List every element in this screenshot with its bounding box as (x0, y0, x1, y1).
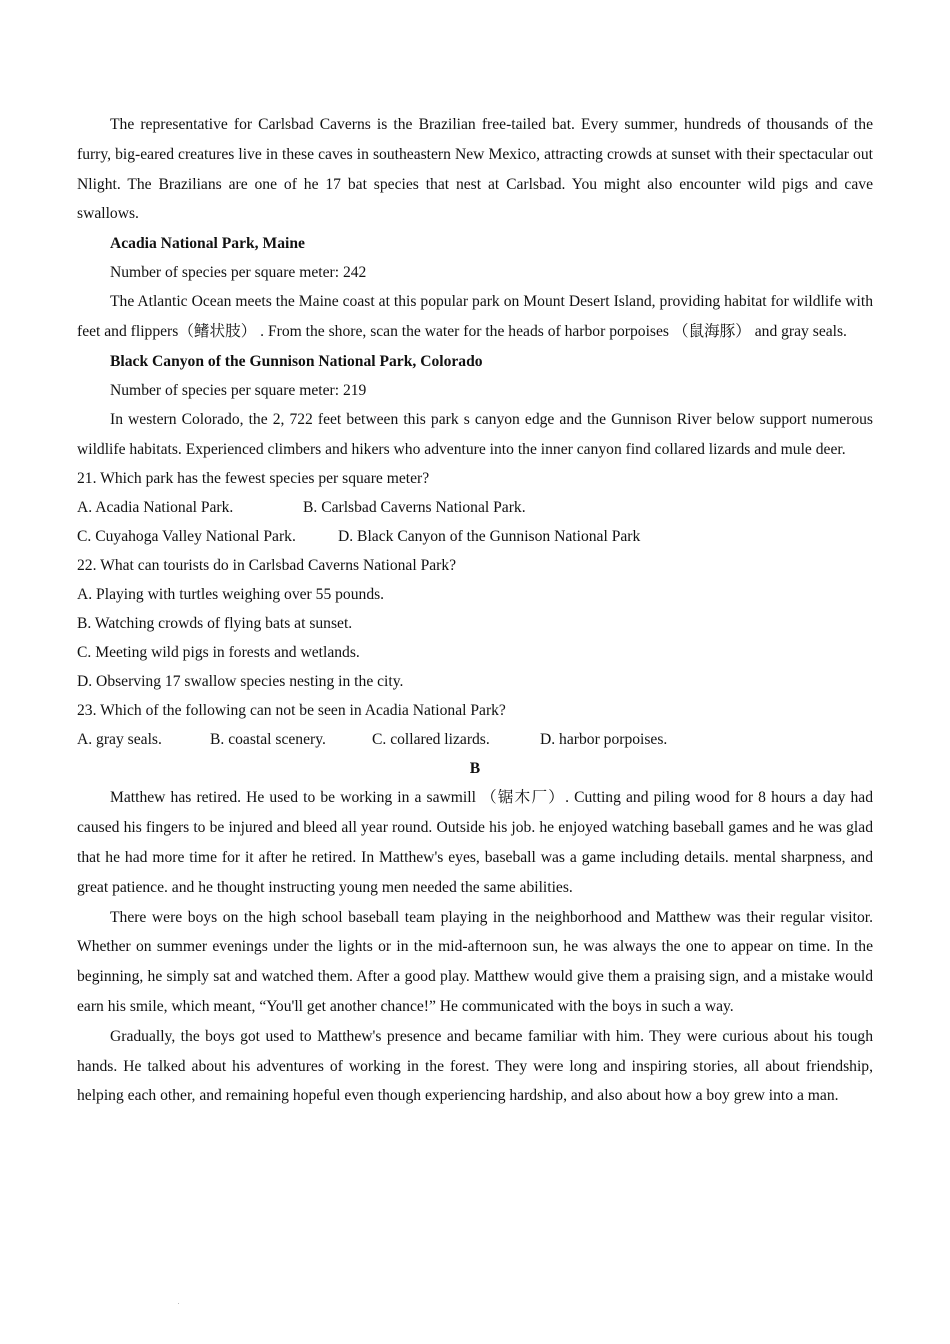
document-page (77, 110, 873, 1111)
section-b-label: B (469, 760, 481, 778)
options-21-row2 (77, 522, 873, 551)
option-21-b: B. Carlsbad Caverns National Park. (303, 499, 526, 517)
option-22-a: A. Playing with turtles weighing over 55 pounds. (77, 586, 385, 604)
paragraph-carlsbad-bat: The representative for Carlsbad Caverns is the Brazilian free-tailed bat. Every summer, hundreds of thousands of the furry, big-eared creatures live in these caves in southeastern New Mexico, attracting crowds at sunset with their spectacular out Nlight. The Brazilians are one of he 17 bat species that nest at Carlsbad. You might also encounter wild pigs and cave swallows. (77, 116, 873, 223)
option-21-d: D. Black Canyon of the Gunnison National Park (338, 528, 641, 546)
species-black-canyon: Number of species per square meter: 219 (110, 381, 367, 399)
options-23 (77, 725, 873, 754)
paragraph-b-3: Gradually, the boys got used to Matthew's presence and became familiar with him. They were curious about his tough hands. He talked about his adventures of working in the forest. They were long and inspiring stories, all about friendship, helping each other, and remaining hopeful even though experiencing hardship, and also about how a boy grew into a man. (77, 1027, 873, 1105)
option-22-c: C. Meeting wild pigs in forests and wetlands. (77, 644, 360, 662)
heading-acadia: Acadia National Park, Maine (110, 235, 305, 253)
question-23: 23. Which of the following can not be seen in Acadia National Park? (77, 702, 506, 720)
option-21-c: C. Cuyahoga Valley National Park. (77, 528, 296, 546)
options-21-row1 (77, 493, 873, 522)
option-21-a: A. Acadia National Park. (77, 499, 234, 517)
option-22-b: B. Watching crowds of flying bats at sunset. (77, 615, 353, 633)
paragraph-b-2: There were boys on the high school baseball team playing in the neighborhood and Matthew was their regular visitor. Whether on summer evenings under the lights or in the mid-afternoon sun, he was always the one to appear on time. In the beginning, he simply sat and watched them. After a good play. Matthew would give them a praising sign, and a mistake would earn his smile, which meant, “You'll get another chance!” He communicated with the boys in such a way. (77, 908, 873, 1015)
paragraph-b-1: Matthew has retired. He used to be working in a sawmill （锯木厂）. Cutting and piling wood for 8 hours a day had caused his fingers to be injured and bleed all year round. Outside his job. he enjoyed watching baseball games and he was glad that he had more time for it after he retired. In Matthew's eyes, baseball was a game including details. mental sharpness, and great patience. and he thought instructing young men needed the same abilities. (77, 789, 873, 896)
option-23-c: C. collared lizards. (372, 731, 490, 749)
scan-speck (178, 1303, 179, 1304)
question-22: 22. What can tourists do in Carlsbad Caverns National Park? (77, 557, 457, 575)
paragraph-acadia: The Atlantic Ocean meets the Maine coast at this popular park on Mount Desert Island, providing habitat for wildlife with feet and flippers（鳍状肢） . From the shore, scan the water for the heads of harbor porpoises （鼠海豚） and gray seals. (77, 293, 873, 340)
heading-black-canyon: Black Canyon of the Gunnison National Park, Colorado (110, 352, 483, 370)
paragraph-black-canyon: In western Colorado, the 2, 722 feet between this park s canyon edge and the Gunnison River below support numerous wildlife habitats. Experienced climbers and hikers who adventure into the inner canyon find collared lizards and mule deer. (77, 410, 873, 458)
option-22-d: D. Observing 17 swallow species nesting in the city. (77, 673, 404, 691)
option-23-d: D. harbor porpoises. (540, 731, 668, 749)
option-23-b: B. coastal scenery. (210, 731, 326, 749)
species-acadia: Number of species per square meter: 242 (110, 264, 367, 282)
option-23-a: A. gray seals. (77, 731, 162, 749)
question-21: 21. Which park has the fewest species per square meter? (77, 470, 430, 488)
